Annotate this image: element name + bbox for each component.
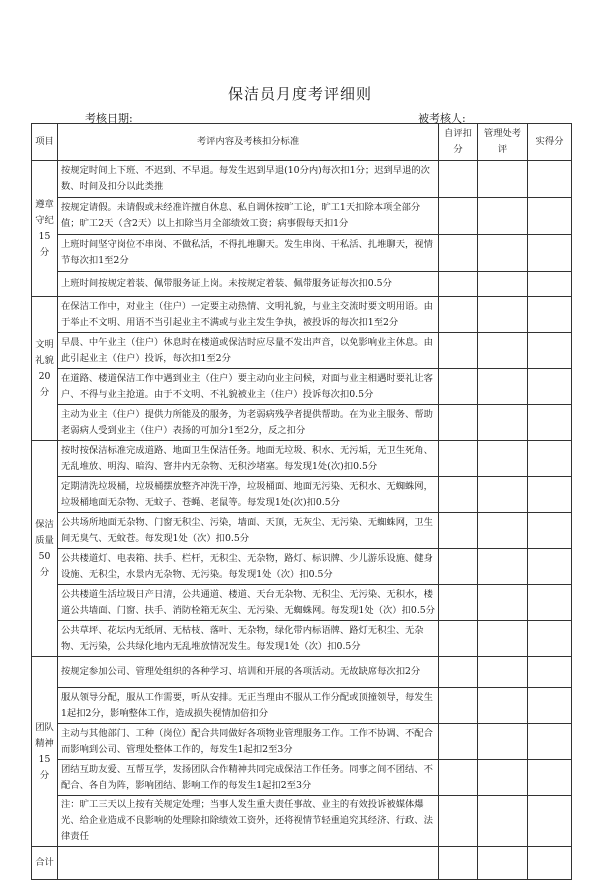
header-management-score: 管理处考评 bbox=[478, 124, 528, 161]
management-score-cell[interactable] bbox=[478, 760, 528, 796]
table-row bbox=[32, 272, 572, 297]
self-score-cell[interactable] bbox=[439, 477, 478, 513]
section-discipline bbox=[32, 161, 58, 297]
actual-score-cell[interactable] bbox=[528, 441, 572, 477]
evaluation-table bbox=[31, 123, 572, 880]
total-management-score-cell[interactable] bbox=[478, 847, 528, 880]
criteria-cell: 主动为业主（住户）提供力所能及的服务，为老弱病残孕者提供帮助。在为业主服务、帮助老弱病人受到业主（住户）表扬的可加分1至2分，反之扣分 bbox=[58, 405, 439, 441]
total-criteria-cell bbox=[58, 847, 439, 880]
self-score-cell[interactable] bbox=[439, 369, 478, 405]
section-score: 15分 bbox=[38, 230, 51, 258]
self-score-cell[interactable] bbox=[439, 235, 478, 272]
section-name: 文明礼貌 bbox=[35, 338, 54, 366]
criteria-cell: 定期清洗垃圾桶，垃圾桶摆放整齐冲洗干净，垃圾桶面、地面无污染、无积水、无蜘蛛网，垃圾桶地面无杂物、无蚊子、苍蝇、老鼠等。每发现1处(次)扣0.5分 bbox=[58, 477, 439, 513]
section-score: 20分 bbox=[38, 370, 51, 398]
section-score: 15分 bbox=[38, 753, 51, 781]
criteria-cell: 早晨、中午业主（住户）休息时在楼道或保洁时应尽量不发出声音，以免影响业主休息。由此引起业主（住户）投诉，每次扣1至2分 bbox=[58, 333, 439, 369]
management-score-cell[interactable] bbox=[478, 477, 528, 513]
actual-score-cell[interactable] bbox=[528, 724, 572, 760]
actual-score-cell[interactable] bbox=[528, 688, 572, 724]
header-item: 项目 bbox=[32, 124, 58, 161]
table-row bbox=[32, 333, 572, 369]
self-score-cell[interactable] bbox=[439, 585, 478, 621]
table-row bbox=[32, 369, 572, 405]
management-score-cell[interactable] bbox=[478, 369, 528, 405]
actual-score-cell[interactable] bbox=[528, 272, 572, 297]
actual-score-cell[interactable] bbox=[528, 549, 572, 585]
criteria-cell: 团结互助友爱、互帮互学，发扬团队合作精神共同完成保洁工作任务。同事之间不团结、不配合、各自为阵，影响团结、影响工作的每发生1起扣2至3分 bbox=[58, 760, 439, 796]
table-row bbox=[32, 724, 572, 760]
management-score-cell[interactable] bbox=[478, 198, 528, 235]
self-score-cell[interactable] bbox=[439, 760, 478, 796]
section-score: 50分 bbox=[38, 550, 51, 578]
self-score-cell[interactable] bbox=[439, 161, 478, 198]
criteria-cell: 按规定时间上下班、不迟到、不早退。每发生迟到早退(10分内)每次扣1分；迟到早退的次数、时间及扣分以此类推 bbox=[58, 161, 439, 198]
header-criteria: 考评内容及考核扣分标准 bbox=[58, 124, 439, 161]
table-row bbox=[32, 796, 572, 847]
management-score-cell[interactable] bbox=[478, 405, 528, 441]
table-row bbox=[32, 161, 572, 198]
table-row bbox=[32, 297, 572, 333]
actual-score-cell[interactable] bbox=[528, 796, 572, 847]
total-row bbox=[32, 847, 572, 880]
management-score-cell[interactable] bbox=[478, 796, 528, 847]
criteria-cell: 按时按保洁标准完成道路、地面卫生保洁任务。地面无垃圾、积水、无污垢，无卫生死角、无乱堆放、明沟、暗沟、窨井内无杂物、无积沙堵塞。每发现1处(次)扣0.5分 bbox=[58, 441, 439, 477]
table-row bbox=[32, 760, 572, 796]
table-row bbox=[32, 405, 572, 441]
header-row bbox=[32, 124, 572, 161]
table-row bbox=[32, 198, 572, 235]
section-team-spirit bbox=[32, 657, 58, 847]
actual-score-cell[interactable] bbox=[528, 585, 572, 621]
criteria-cell: 主动与其他部门、工种（岗位）配合共同做好各项物业管理服务工作。工作不协调、不配合而影响到公司、管理处整体工作的，每发生1起扣2至3分 bbox=[58, 724, 439, 760]
table-row bbox=[32, 441, 572, 477]
examinee-label: 被考核人: bbox=[418, 112, 466, 125]
criteria-cell: 在保洁工作中，对业主（住户）一定要主动热情、文明礼貌，与业主交流时要文明用语。由于举止不文明、用语不当引起业主不满或与业主发生争执，被投诉的每次扣1至2分 bbox=[58, 297, 439, 333]
criteria-cell: 按规定参加公司、管理处组织的各种学习、培训和开展的各项活动。无故缺席每次扣2分 bbox=[58, 657, 439, 688]
management-score-cell[interactable] bbox=[478, 549, 528, 585]
self-score-cell[interactable] bbox=[439, 621, 478, 657]
management-score-cell[interactable] bbox=[478, 688, 528, 724]
actual-score-cell[interactable] bbox=[528, 621, 572, 657]
table-row bbox=[32, 549, 572, 585]
actual-score-cell[interactable] bbox=[528, 405, 572, 441]
actual-score-cell[interactable] bbox=[528, 513, 572, 549]
criteria-cell: 公共场所地面无杂物、门窗无积尘、污染，墙面、天顶，无灰尘、无污染、无蜘蛛网，卫生间无臭气、无蚊苍。每发现1处（次）扣0.5分 bbox=[58, 513, 439, 549]
criteria-cell: 上班时间按规定着装、佩带服务证上岗。未按规定着装、佩带服务证每次扣0.5分 bbox=[58, 272, 439, 297]
actual-score-cell[interactable] bbox=[528, 333, 572, 369]
criteria-cell: 注：旷工三天以上按有关规定处理；当事人发生重大责任事故、业主的有效投诉被媒体爆光、给企业造成不良影响的处理除扣除绩效工资外，还将视情节轻重追究其经济、行政、法律责任 bbox=[58, 796, 439, 847]
criteria-cell: 公共楼道灯、电表箱、扶手、栏杆，无积尘、无杂物，路灯、标识牌、少儿游乐设施、健身设施、无积尘，水景内无杂物、无污染。每发现1处（次）扣0.5分 bbox=[58, 549, 439, 585]
total-label: 合计 bbox=[32, 847, 58, 880]
self-score-cell[interactable] bbox=[439, 333, 478, 369]
exam-date-label: 考核日期: bbox=[85, 112, 133, 125]
criteria-cell: 在道路、楼道保洁工作中遇到业主（住户）要主动向业主问候，对面与业主相遇时要礼让客户、不得与业主抢道。由于不文明、不礼貌被业主（住户）投诉每次扣0.5分 bbox=[58, 369, 439, 405]
self-score-cell[interactable] bbox=[439, 549, 478, 585]
criteria-cell: 按规定请假。未请假或未经准许擅自休息、私自调休按旷工论，旷工1天扣除本项全部分值；旷工2天（含2天）以上扣除当月全部绩效工资；病事假每天扣1分 bbox=[58, 198, 439, 235]
management-score-cell[interactable] bbox=[478, 161, 528, 198]
self-score-cell[interactable] bbox=[439, 405, 478, 441]
page-title: 保洁员月度考评细则 bbox=[227, 85, 372, 103]
table-row bbox=[32, 621, 572, 657]
self-score-cell[interactable] bbox=[439, 724, 478, 760]
management-score-cell[interactable] bbox=[478, 297, 528, 333]
header-self-score: 自评扣分 bbox=[439, 124, 478, 161]
table-row bbox=[32, 688, 572, 724]
header-actual-score: 实得分 bbox=[528, 124, 572, 161]
management-score-cell[interactable] bbox=[478, 441, 528, 477]
management-score-cell[interactable] bbox=[478, 235, 528, 272]
table-row bbox=[32, 585, 572, 621]
actual-score-cell[interactable] bbox=[528, 297, 572, 333]
self-score-cell[interactable] bbox=[439, 657, 478, 688]
management-score-cell[interactable] bbox=[478, 585, 528, 621]
self-score-cell[interactable] bbox=[439, 297, 478, 333]
table-row bbox=[32, 235, 572, 272]
section-courtesy bbox=[32, 297, 58, 441]
criteria-cell: 公共楼道生活垃圾日产日清，公共通道、楼道、天台无杂物、无积尘、无污染、无积水，楼道公共墙面、门窗、扶手、消防栓箱无灰尘、无污染、无蜘蛛网。每发现1处（次）扣0.5分 bbox=[58, 585, 439, 621]
self-score-cell[interactable] bbox=[439, 272, 478, 297]
actual-score-cell[interactable] bbox=[528, 235, 572, 272]
self-score-cell[interactable] bbox=[439, 198, 478, 235]
management-score-cell[interactable] bbox=[478, 657, 528, 688]
criteria-cell: 上班时间坚守岗位不串岗、不做私活，不得扎堆聊天。发生串岗、干私活、扎堆聊天，视情节每次扣1至2分 bbox=[58, 235, 439, 272]
actual-score-cell[interactable] bbox=[528, 369, 572, 405]
total-self-score-cell[interactable] bbox=[439, 847, 478, 880]
actual-score-cell[interactable] bbox=[528, 198, 572, 235]
table-row bbox=[32, 477, 572, 513]
section-cleaning-quality bbox=[32, 441, 58, 657]
management-score-cell[interactable] bbox=[478, 724, 528, 760]
criteria-cell: 服从领导分配，服从工作需要，听从安排。无正当理由不服从工作分配或顶撞领导，每发生1起扣2分，影响整体工作，造成损失视情加倍扣分 bbox=[58, 688, 439, 724]
self-score-cell[interactable] bbox=[439, 513, 478, 549]
management-score-cell[interactable] bbox=[478, 621, 528, 657]
criteria-cell: 公共草坪、花坛内无纸屑、无枯枝、落叶、无杂物，绿化带内标语牌、路灯无积尘、无杂物、无污染，公共绿化地内无乱堆放情况发生。每发现1处（次）扣0.5分 bbox=[58, 621, 439, 657]
table-row bbox=[32, 513, 572, 549]
management-score-cell[interactable] bbox=[478, 513, 528, 549]
self-score-cell[interactable] bbox=[439, 441, 478, 477]
management-score-cell[interactable] bbox=[478, 333, 528, 369]
self-score-cell[interactable] bbox=[439, 688, 478, 724]
section-name: 保洁质量 bbox=[35, 518, 54, 546]
total-actual-score-cell[interactable] bbox=[528, 847, 572, 880]
actual-score-cell[interactable] bbox=[528, 161, 572, 198]
section-name: 团队精神 bbox=[35, 721, 54, 749]
self-score-cell[interactable] bbox=[439, 796, 478, 847]
section-name: 遵章守纪 bbox=[35, 198, 54, 226]
table-row bbox=[32, 657, 572, 688]
management-score-cell[interactable] bbox=[478, 272, 528, 297]
actual-score-cell[interactable] bbox=[528, 760, 572, 796]
actual-score-cell[interactable] bbox=[528, 657, 572, 688]
actual-score-cell[interactable] bbox=[528, 477, 572, 513]
